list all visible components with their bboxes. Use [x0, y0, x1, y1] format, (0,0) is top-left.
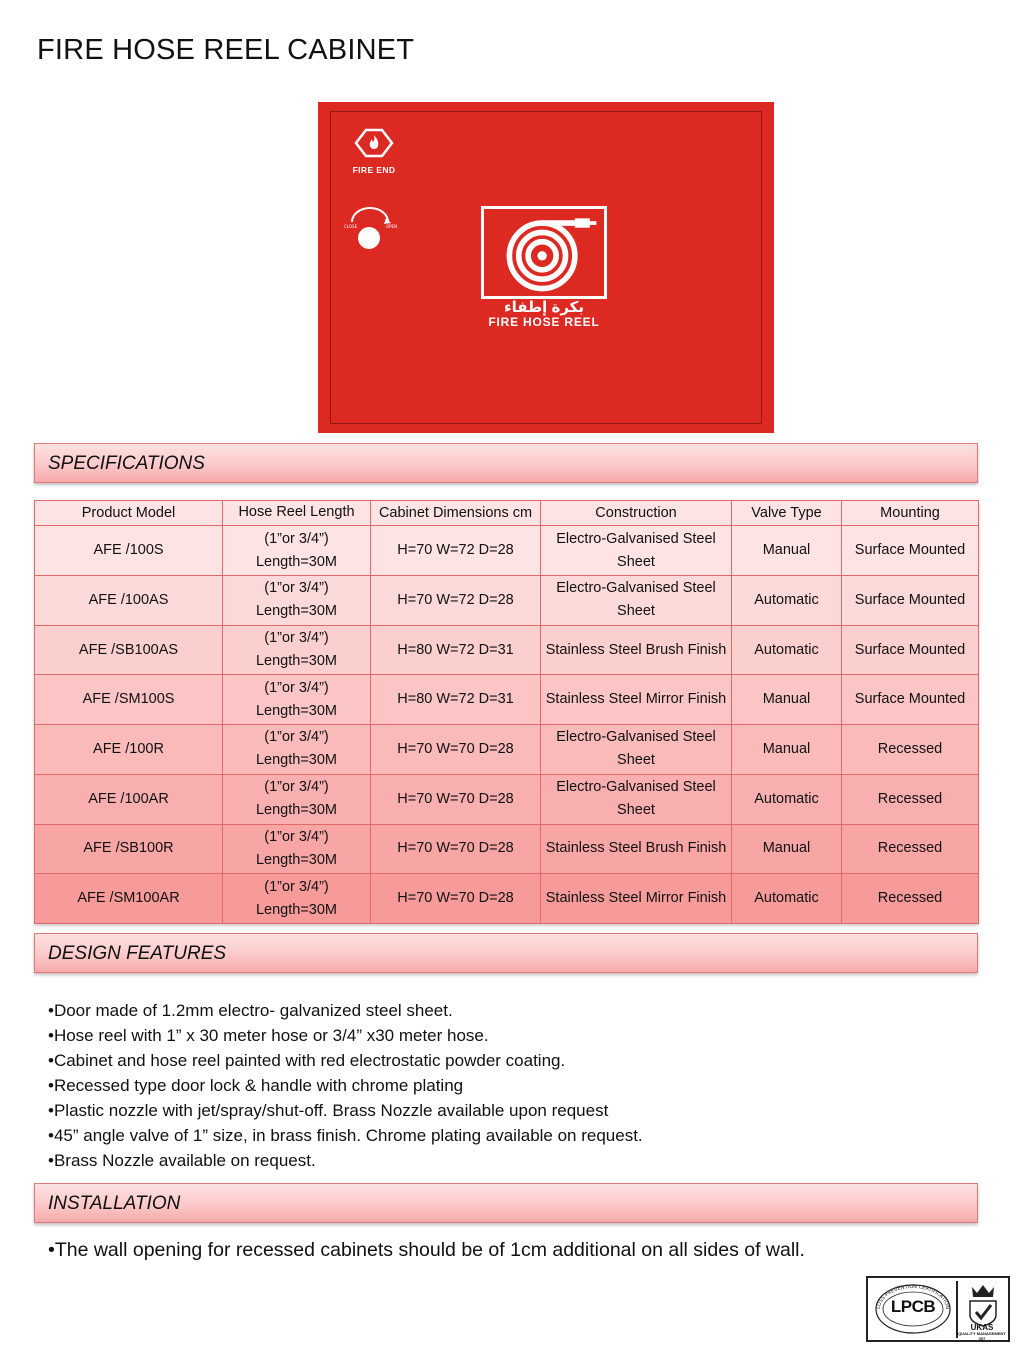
hose-reel-icon: [481, 206, 607, 299]
table-cell: Automatic: [732, 774, 842, 824]
table-cell: Surface Mounted: [842, 675, 979, 725]
svg-text:LOSS PREVENTION CERTIFICATION: LOSS PREVENTION CERTIFICATION: [875, 1283, 951, 1310]
table-cell: Stainless Steel Mirror Finish: [541, 874, 732, 924]
table-cell: H=80 W=72 D=31: [371, 675, 541, 725]
table-cell: Surface Mounted: [842, 526, 979, 576]
column-header: Valve Type: [732, 501, 842, 526]
table-cell: Recessed: [842, 824, 979, 874]
page-title: FIRE HOSE REEL CABINET: [37, 34, 415, 66]
table-cell: Electro-Galvanised Steel Sheet: [541, 725, 732, 775]
fire-hose-reel-caption: FIRE HOSE REEL: [488, 315, 600, 329]
column-header: Mounting: [842, 501, 979, 526]
specifications-table: [34, 500, 979, 924]
table-cell: Automatic: [732, 576, 842, 626]
table-cell: H=70 W=70 D=28: [371, 824, 541, 874]
table-cell: Manual: [732, 824, 842, 874]
lpcb-logo-text: LPCB: [890, 1297, 936, 1316]
table-cell: Stainless Steel Mirror Finish: [541, 675, 732, 725]
design-features-list: [48, 998, 643, 1173]
list-item: •Hose reel with 1” x 30 meter hose or 3/4” x30 meter hose.: [48, 1026, 489, 1045]
table-row: [35, 526, 979, 576]
table-cell: AFE /100R: [35, 725, 223, 775]
table-cell: Electro-Galvanised Steel Sheet: [541, 526, 732, 576]
table-row: [35, 824, 979, 874]
column-header: Cabinet Dimensions cm: [371, 501, 541, 526]
table-row: [35, 675, 979, 725]
table-row: [35, 725, 979, 775]
ukas-label: UKAS QUALITY MANAGEMENT 007: [958, 1323, 1006, 1341]
table-cell: (1”or 3/4”) Length=30M: [223, 675, 371, 725]
table-row: [35, 774, 979, 824]
list-item: •45” angle valve of 1” size, in brass finish. Chrome plating available on request.: [48, 1126, 643, 1145]
section-heading: DESIGN FEATURES: [48, 943, 227, 964]
section-heading: INSTALLATION: [48, 1193, 181, 1214]
table-cell: H=70 W=72 D=28: [371, 576, 541, 626]
table-cell: H=70 W=72 D=28: [371, 526, 541, 576]
table-cell: AFE /SB100R: [35, 824, 223, 874]
list-item: •Plastic nozzle with jet/spray/shut-off. Brass Nozzle available upon request: [48, 1101, 609, 1120]
table-cell: Surface Mounted: [842, 576, 979, 626]
table-cell: Surface Mounted: [842, 625, 979, 675]
table-cell: AFE /SM100AR: [35, 874, 223, 924]
table-cell: Manual: [732, 526, 842, 576]
table-cell: Automatic: [732, 874, 842, 924]
table-cell: Automatic: [732, 625, 842, 675]
table-cell: Recessed: [842, 874, 979, 924]
fire-hose-reel-cabinet-image: [318, 102, 774, 433]
section-heading: SPECIFICATIONS: [48, 453, 205, 474]
table-cell: (1”or 3/4”) Length=30M: [223, 625, 371, 675]
table-header-row: [35, 501, 979, 526]
table-cell: Recessed: [842, 774, 979, 824]
table-cell: H=70 W=70 D=28: [371, 874, 541, 924]
table-row: [35, 576, 979, 626]
door-lock-icon: [342, 206, 400, 254]
table-cell: (1”or 3/4”) Length=30M: [223, 774, 371, 824]
section-bar-installation: [34, 1183, 978, 1223]
svg-text:OPEN: OPEN: [386, 224, 398, 229]
table-cell: AFE /100AR: [35, 774, 223, 824]
fire-end-logo: [346, 128, 402, 175]
section-bar-specifications: [34, 443, 978, 483]
table-cell: (1”or 3/4”) Length=30M: [223, 725, 371, 775]
table-cell: (1”or 3/4”) Length=30M: [223, 576, 371, 626]
table-cell: Stainless Steel Brush Finish: [541, 824, 732, 874]
flame-icon: [352, 128, 396, 158]
table-cell: Electro-Galvanised Steel Sheet: [541, 576, 732, 626]
list-item: •Cabinet and hose reel painted with red electrostatic powder coating.: [48, 1051, 566, 1070]
table-cell: AFE /100S: [35, 526, 223, 576]
table-cell: Manual: [732, 725, 842, 775]
table-cell: AFE /SM100S: [35, 675, 223, 725]
table-cell: AFE /SB100AS: [35, 625, 223, 675]
table-cell: Electro-Galvanised Steel Sheet: [541, 774, 732, 824]
table-cell: H=70 W=70 D=28: [371, 725, 541, 775]
column-header: Construction: [541, 501, 732, 526]
fire-end-logo-text: FIRE END: [352, 165, 396, 175]
section-bar-design-features: [34, 933, 978, 973]
table-cell: (1”or 3/4”) Length=30M: [223, 526, 371, 576]
table-cell: AFE /100AS: [35, 576, 223, 626]
list-item: •Recessed type door lock & handle with chrome plating: [48, 1076, 464, 1095]
table-cell: Manual: [732, 675, 842, 725]
column-header: Hose Reel Length: [223, 501, 371, 526]
list-item: •Door made of 1.2mm electro- galvanized steel sheet.: [48, 1001, 453, 1020]
table-cell: Stainless Steel Brush Finish: [541, 625, 732, 675]
table-cell: H=80 W=72 D=31: [371, 625, 541, 675]
table-cell: Recessed: [842, 725, 979, 775]
table-cell: (1”or 3/4”) Length=30M: [223, 824, 371, 874]
certification-logos: [866, 1276, 1010, 1342]
arabic-caption: بكرة إطفاء: [503, 299, 585, 316]
table-row: [35, 874, 979, 924]
table-cell: (1”or 3/4”) Length=30M: [223, 874, 371, 924]
list-item: •Brass Nozzle available on request.: [48, 1151, 316, 1170]
table-row: [35, 625, 979, 675]
svg-text:CLOSE: CLOSE: [344, 224, 358, 229]
installation-text: •The wall opening for recessed cabinets should be of 1cm additional on all sides of wall.: [48, 1239, 805, 1261]
column-header: Product Model: [35, 501, 223, 526]
table-cell: H=70 W=70 D=28: [371, 774, 541, 824]
